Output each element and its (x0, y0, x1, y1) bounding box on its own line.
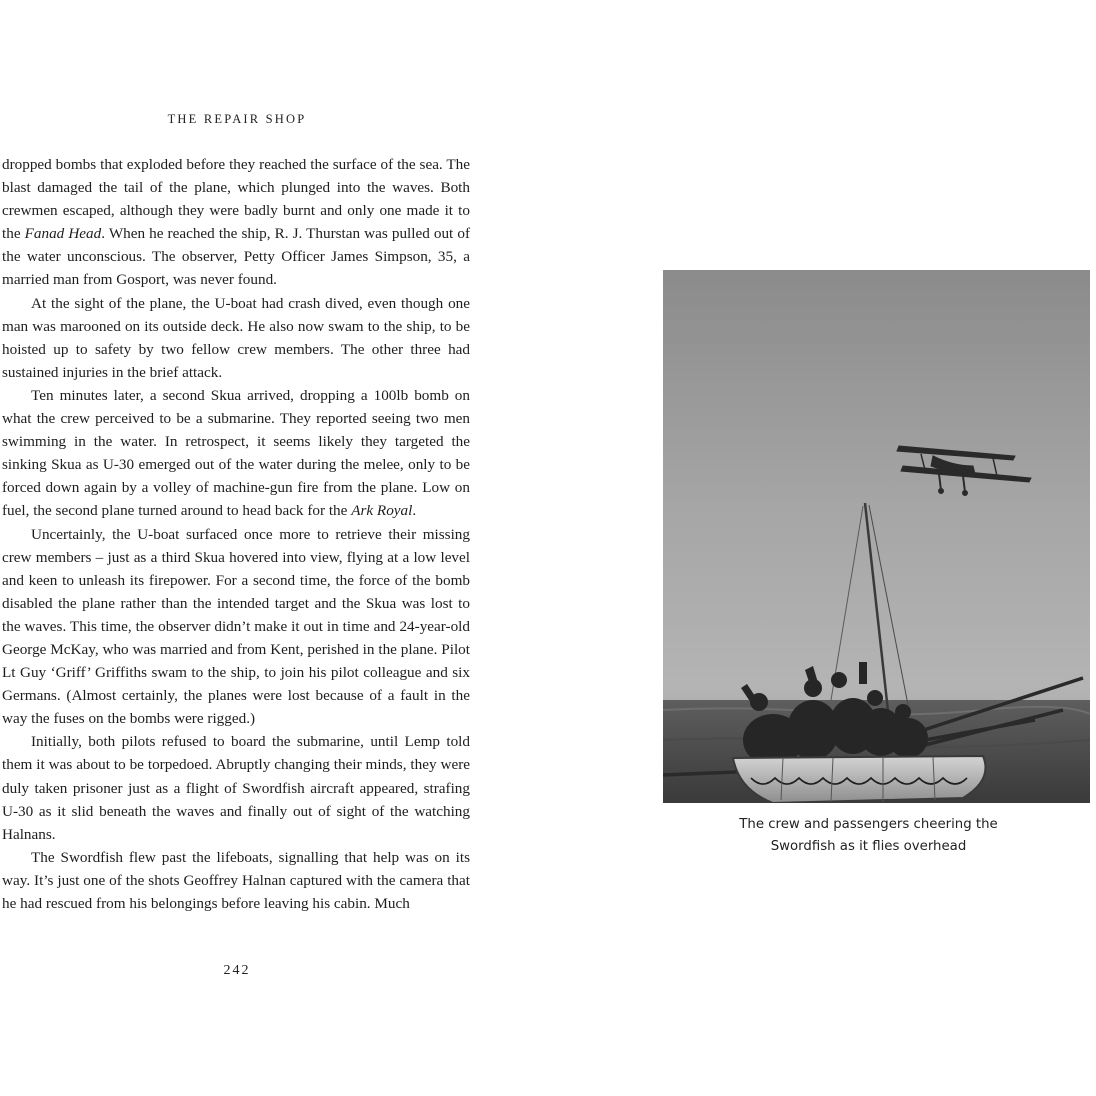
text-run: The Swordfish flew past the lifeboats, signalling that help was on its way. It’s just one of the shots Geoffrey Halnan captured with the camera that he had rescued from his belongings before leaving his cabin. Much (2, 848, 470, 912)
caption-line-1: The crew and passengers cheering the (739, 817, 998, 832)
body-paragraph (2, 846, 470, 915)
page-number: 242 (223, 963, 251, 978)
body-paragraph (2, 292, 470, 384)
photo-caption (663, 814, 1074, 858)
body-paragraph (2, 153, 470, 292)
body-paragraph (2, 384, 470, 523)
text-run: dropped bombs that exploded before they reached the surface of the sea. The blast damaged the tail of the plane, which plunged into the waves. Both crewmen escaped, although they were badly burnt and only one made it to the (2, 156, 470, 243)
photograph-lifeboat-swordfish (663, 270, 1090, 803)
text-run: At the sight of the plane, the U-boat had crash dived, even though one man was marooned on its outside deck. He also now swam to the ship, to be hoisted up to safety by two fellow crew members. The other three had sustained injuries in the brief attack. (2, 294, 470, 381)
body-text (2, 153, 470, 915)
italic-title: Fanad Head (24, 225, 102, 243)
italic-title: Ark Royal (351, 502, 413, 520)
running-head: THE REPAIR SHOP (167, 112, 307, 126)
body-paragraph (2, 523, 470, 731)
text-run: Ten minutes later, a second Skua arrived, dropping a 100lb bomb on what the crew perceived to be a submarine. They reported seeing two men swimming in the water. In retrospect, it seems likely they targeted the sinking Skua as U-30 emerged out of the water during the melee, only to be forced down again by a volley of machine-gun fire from the plane. Low on fuel, the second plane turned around to head back for the (2, 386, 470, 520)
text-run: Uncertainly, the U-boat surfaced once more to retrieve their missing crew members – just as a third Skua hovered into view, flying at a low level and keen to unleash its firepower. For a second time, the force of the bomb disabled the plane rather than the intended target and the Skua was lost to the waves. This time, the observer didn’t make it out in time and 24-year-old George McKay, who was married and from Kent, perished in the plane. Pilot Lt Guy ‘Griff’ Griffiths swam to the ship, to join his pilot colleague and six Germans. (Almost certainly, the planes were lost because of a fault in the way the fuses on the bombs were rigged.) (2, 525, 470, 728)
text-run: Initially, both pilots refused to board the submarine, until Lemp told them it was about to be torpedoed. Abruptly changing their minds, they were duly taken prisoner just as a flight of Swordfish aircraft appeared, strafing U-30 as it slid beneath the waves and finally out of sight of the watching Halnans. (2, 733, 470, 843)
text-run: . (412, 502, 417, 520)
caption-line-2: Swordfish as it flies overhead (770, 839, 967, 854)
text-run: . When he reached the ship, R. J. Thurstan was pulled out of the water unconscious. The observer, Petty Officer James Simpson, 35, a married man from Gosport, was never found. (2, 225, 470, 289)
body-paragraph (2, 730, 470, 845)
